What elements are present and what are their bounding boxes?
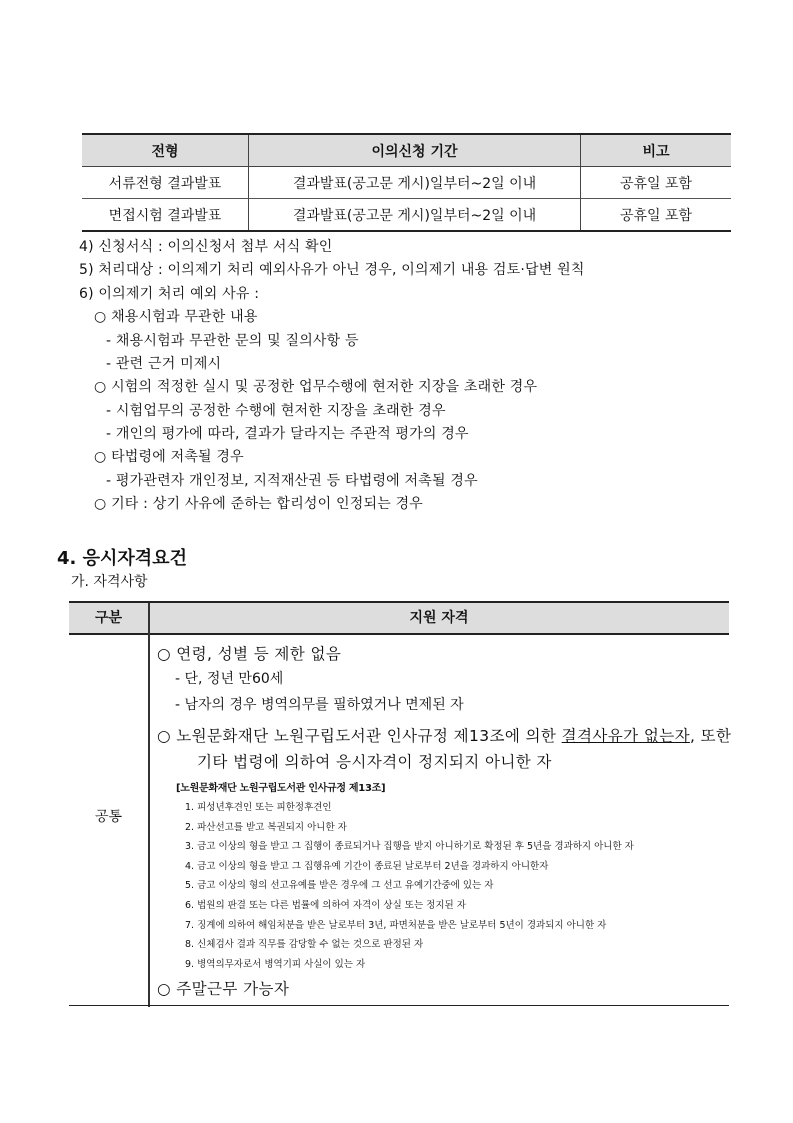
regulation-list-item: 3. 금고 이상의 형을 받고 그 집행이 종료되거나 집행을 받지 아니하기로 확정된 후 5년을 경과하지 아니한 자 — [185, 841, 634, 852]
exception-item: ○ 시험의 적정한 실시 및 공정한 업무수행에 현저한 지장을 초래한 경우 — [94, 379, 538, 395]
table-header-row — [82, 134, 731, 167]
exception-item: ○ 채용시험과 무관한 내용 — [94, 309, 258, 325]
column-divider — [148, 603, 150, 1007]
cell-stage: 서류전형 결과발표 — [82, 167, 249, 199]
exception-item: ○ 기타 : 상기 사유에 준하는 합리성이 인정되는 경우 — [94, 496, 424, 512]
note-exceptions-heading: 6) 이의제기 처리 예외 사유 : — [79, 286, 260, 302]
cell-note: 공휴일 포함 — [581, 167, 732, 199]
exception-subitem: - 개인의 평가에 따라, 결과가 달라지는 주관적 평가의 경우 — [106, 426, 469, 442]
regulation-list-item: 8. 신체검사 결과 직무를 감당할 수 없는 것으로 판정된 자 — [185, 939, 424, 950]
header-period: 이의신청 기간 — [249, 134, 581, 167]
cell-period: 결과발표(공고문 게시)일부터~2일 이내 — [249, 199, 581, 232]
note-processing-target: 5) 처리대상 : 이의제기 처리 예외사유가 아닌 경우, 이의제기 내용 검토·답변 원칙 — [79, 262, 585, 278]
regulation-text: ○ 노원문화재단 노원구립도서관 인사규정 제13조에 의한 — [157, 727, 562, 745]
regulation-list-item: 1. 피성년후견인 또는 피한정후견인 — [185, 802, 332, 813]
table-header-row — [69, 601, 729, 635]
qualification-military-sub: - 남자의 경우 병역의무를 필하였거나 면제된 자 — [175, 697, 464, 713]
header-category: 구분 — [94, 610, 123, 626]
qualification-age: ○ 연령, 성별 등 제한 없음 — [157, 645, 342, 663]
exception-subitem: - 시험업무의 공정한 수행에 현저한 지장을 초래한 경우 — [106, 403, 446, 419]
qualification-table — [69, 601, 732, 1007]
exception-subitem: - 관련 근거 미제시 — [106, 356, 222, 372]
regulation-suffix: , 또한 — [689, 727, 732, 745]
header-qualification: 지원 자격 — [409, 610, 469, 626]
section-subtitle: 가. 자격사항 — [71, 574, 148, 590]
exception-subitem: - 채용시험과 무관한 문의 및 질의사항 등 — [106, 333, 359, 349]
regulation-list-item: 2. 파산선고를 받고 복권되지 아니한 자 — [185, 822, 347, 833]
qualification-regulation-line2: 기타 법령에 의하여 응시자격이 정지되지 아니한 자 — [197, 753, 552, 771]
cell-stage: 면접시험 결과발표 — [82, 199, 249, 232]
regulation-list-item: 5. 금고 이상의 형의 선고유예를 받은 경우에 그 선고 유예기간중에 있는 자 — [185, 880, 494, 891]
cell-note: 공휴일 포함 — [581, 199, 732, 232]
qualification-weekend: ○ 주말근무 가능자 — [157, 980, 290, 998]
regulation-list-item: 6. 법원의 판결 또는 다른 법률에 의하여 자격이 상실 또는 정지된 자 — [185, 900, 466, 911]
exception-item: ○ 타법령에 저촉될 경우 — [94, 449, 244, 465]
header-note: 비고 — [581, 134, 732, 167]
regulation-list-item: 4. 금고 이상의 형을 받고 그 집행유예 기간이 종료된 날로부터 2년을 경과하지 아니한자 — [185, 861, 549, 872]
qualification-regulation — [157, 724, 731, 746]
objection-period-table — [82, 133, 731, 232]
regulation-title: [노원문화재단 노원구립도서관 인사규정 제13조] — [176, 783, 386, 794]
qualification-age-sub: - 단, 정년 만60세 — [175, 671, 284, 687]
table-row — [82, 199, 731, 232]
table-row — [82, 167, 731, 199]
regulation-list-item: 9. 병역의무자로서 병역기피 사실이 있는 자 — [185, 959, 366, 970]
regulation-underlined: 결격사유가 없는자 — [561, 727, 690, 745]
section-title: 4. 응시자격요건 — [57, 548, 187, 569]
table-bottom-border — [69, 1005, 729, 1006]
cell-period: 결과발표(공고문 게시)일부터~2일 이내 — [249, 167, 581, 199]
exception-subitem: - 평가관련자 개인정보, 지적재산권 등 타법령에 저촉될 경우 — [106, 473, 478, 489]
regulation-list-item: 7. 징계에 의하여 해임처분을 받은 날로부터 3년, 파면처분을 받은 날로부터 5년이 경과되지 아니한 자 — [185, 920, 607, 931]
note-application-form: 4) 신청서식 : 이의신청서 첨부 서식 확인 — [79, 239, 333, 255]
header-stage: 전형 — [82, 134, 249, 167]
cell-category: 공통 — [94, 809, 123, 825]
